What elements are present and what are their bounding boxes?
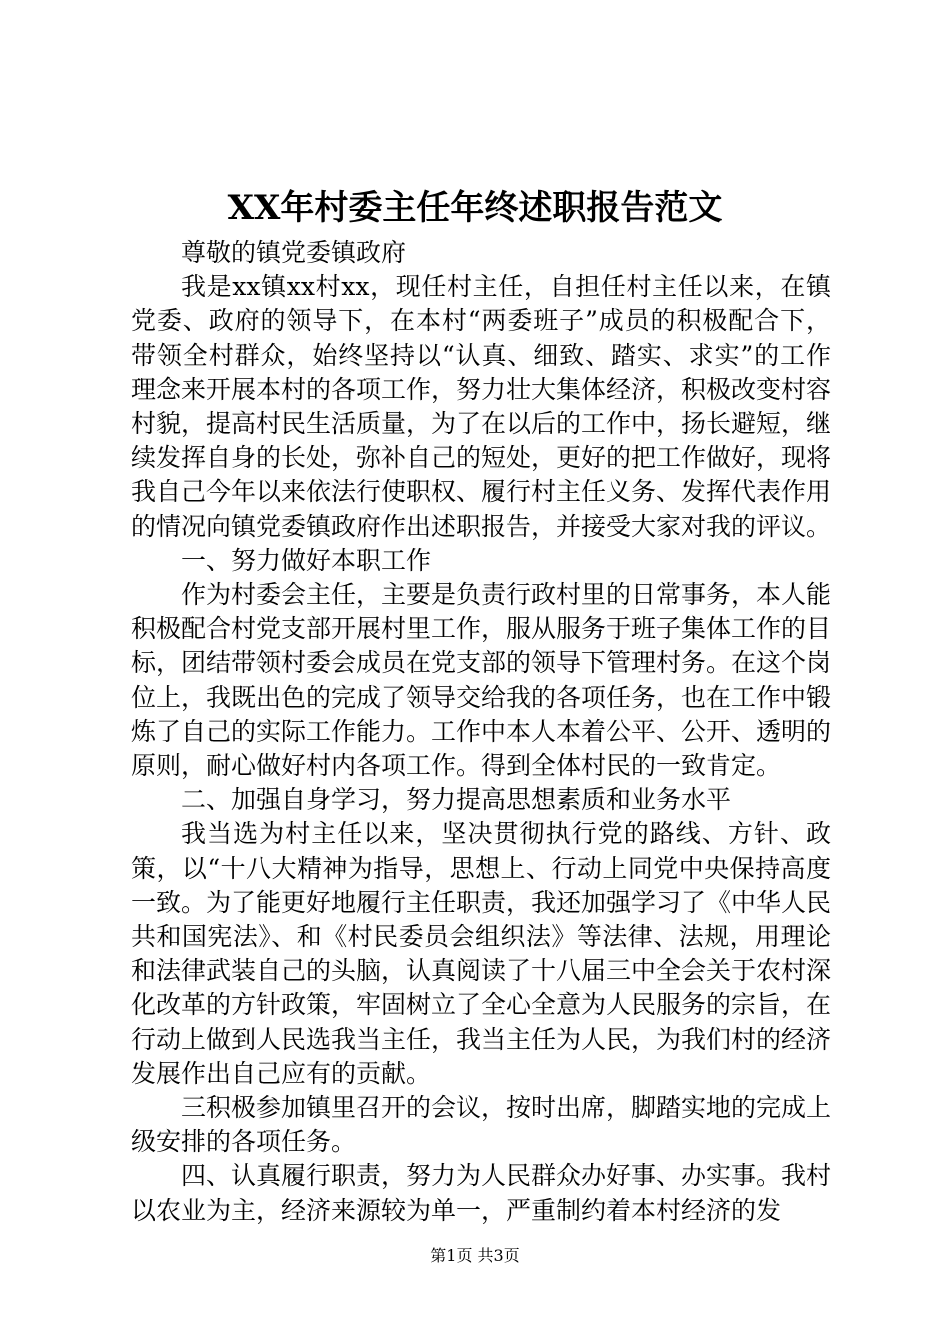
paragraph-section-1: 作为村委会主任，主要是负责行政村里的日常事务，本人能积极配合村党支部开展村里工作，服从服务于班子集体工作的目标，团结带领村委会成员在党支部的领导下管理村务。在这个岗位上，我既出色的完成了领导交给我的各项任务，也在工作中锻炼了自己的实际工作能力。工作中本人本着公平、公开、透明的原则，耐心做好村内各项工作。得到全体村民的一致肯定。 bbox=[131, 580, 832, 781]
paragraph-section-4: 四、认真履行职责，努力为人民群众办好事、办实事。我村以农业为主，经济来源较为单一，严重制约着本村经济的发 bbox=[131, 1161, 832, 1225]
paragraph-intro: 我是xx镇xx村xx，现任村主任，自担任村主任以来，在镇党委、政府的领导下，在本村“两委班子”成员的积极配合下，带领全村群众，始终坚持以“认真、细致、踏实、求实”的工作理念来开展本村的各项工作，努力壮大集体经济，积极改变村容村貌，提高村民生活质量，为了在以后的工作中，扬长避短，继续发挥自身的长处，弥补自己的短处，更好的把工作做好，现将我自己今年以来依法行使职权、履行村主任义务、发挥代表作用的情况向镇党委镇政府作出述职报告，并接受大家对我的评议。 bbox=[131, 272, 832, 541]
salutation: 尊敬的镇党委镇政府 bbox=[181, 238, 407, 267]
section-heading-2: 二、加强自身学习，努力提高思想素质和业务水平 bbox=[181, 785, 732, 815]
document-title: XX年村委主任年终述职报告范文 bbox=[227, 188, 723, 228]
page-footer: 第1页 共3页 bbox=[430, 1246, 520, 1265]
paragraph-section-3: 三积极参加镇里召开的会议，按时出席，脚踏实地的完成上级安排的各项任务。 bbox=[131, 1093, 832, 1157]
document-body bbox=[131, 236, 831, 1228]
section-heading-1: 一、努力做好本职工作 bbox=[181, 545, 432, 575]
paragraph-section-2: 我当选为村主任以来，坚决贯彻执行党的路线、方针、政策，以“十八大精神为指导，思想上、行动上同党中央保持高度一致。为了能更好地履行主任职责，我还加强学习了《中华人民共和国宪法》、和《村民委员会组织法》等法律、法规，用理论和法律武装自己的头脑，认真阅读了十八届三中全会关于农村深化改革的方针政策，牢固树立了全心全意为人民服务的宗旨，在行动上做到人民选我当主任，我当主任为人民，为我们村的经济发展作出自己应有的贡献。 bbox=[131, 819, 832, 1088]
